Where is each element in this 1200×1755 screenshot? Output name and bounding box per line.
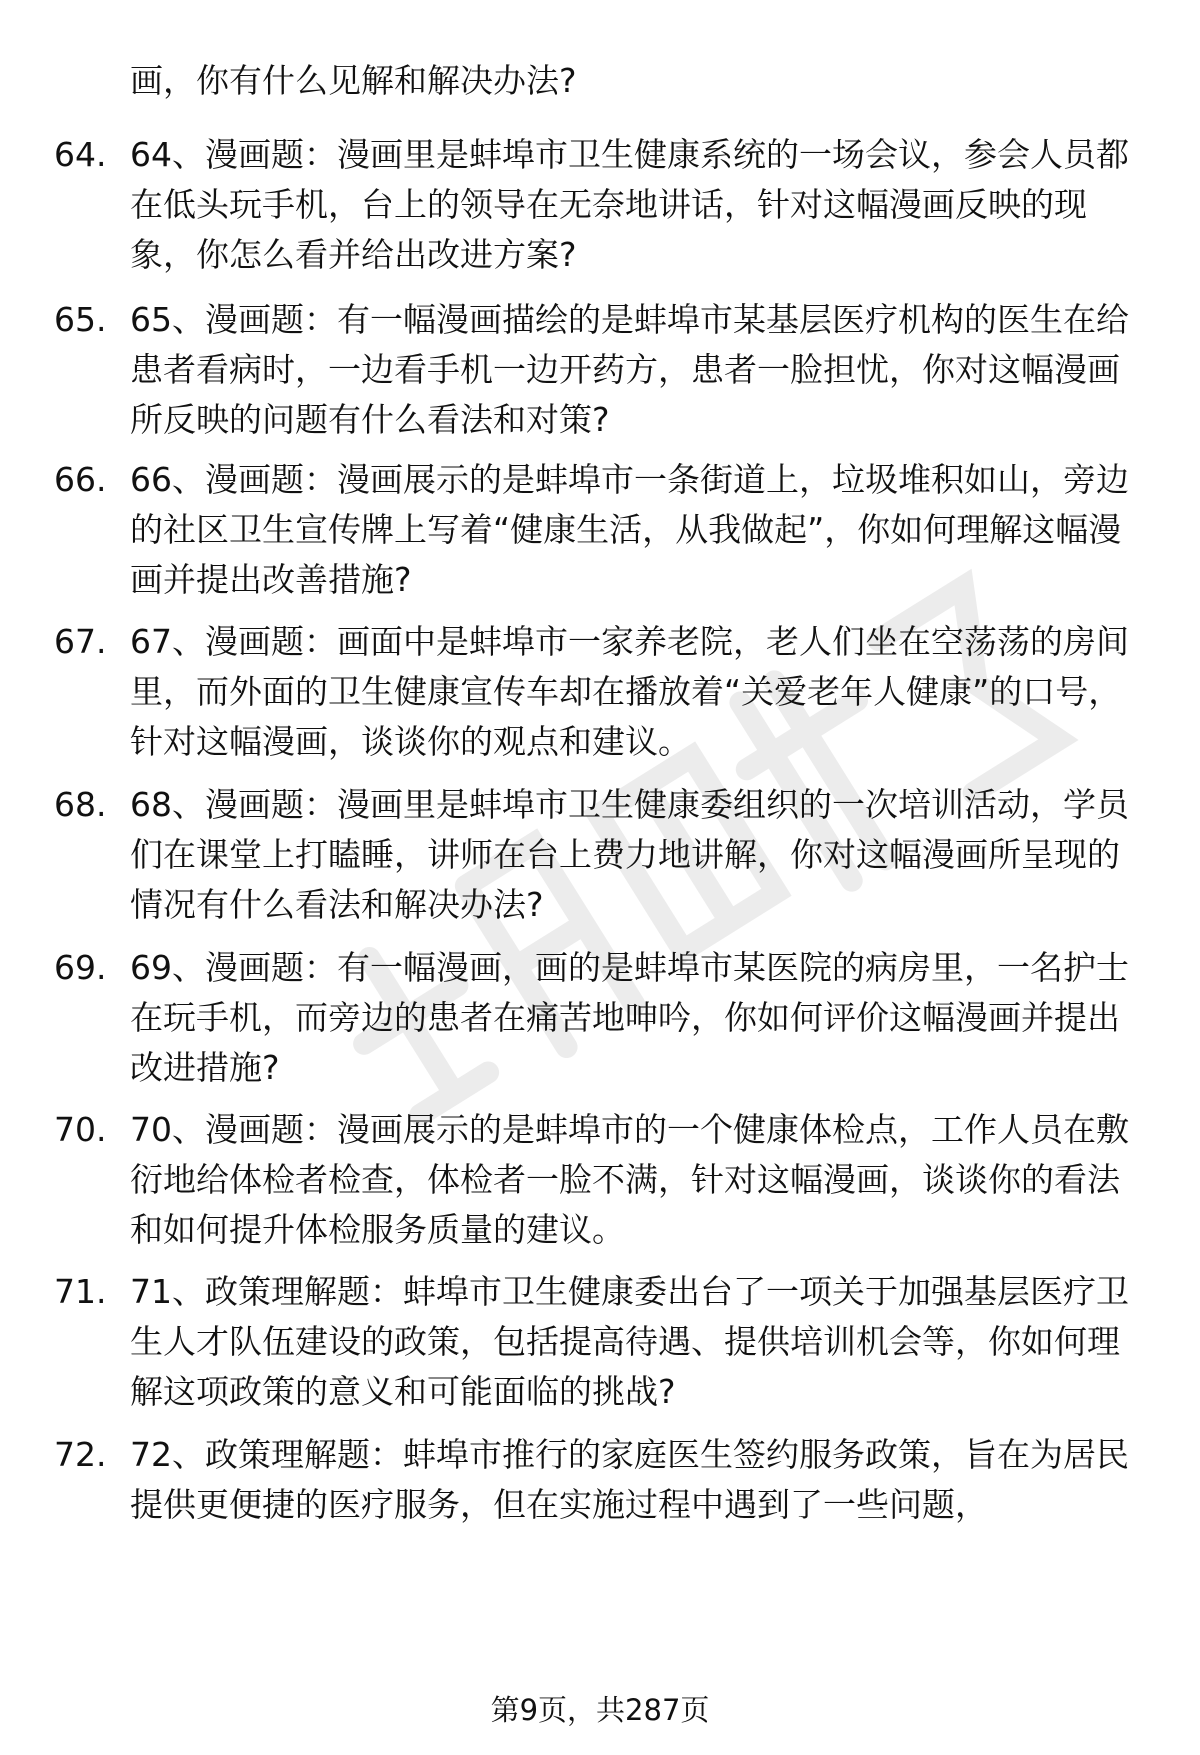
item-text: 71、政策理解题：蚌埠市卫生健康委出台了一项关于加强基层医疗卫生人才队伍建设的政策，包括提高待遇、提供培训机会等，你如何理解这项政策的意义和可能面临的挑战? [130,1272,1129,1411]
item-text: 66、漫画题：漫画展示的是蚌埠市一条街道上，垃圾堆积如山，旁边的社区卫生宣传牌上写着“健康生活，从我做起”，你如何理解这幅漫画并提出改善措施? [130,460,1129,599]
item-text: 68、漫画题：漫画里是蚌埠市卫生健康委组织的一次培训活动，学员们在课堂上打瞌睡，讲师在台上费力地讲解，你对这幅漫画所呈现的情况有什么看法和解决办法? [130,785,1129,924]
item-text: 69、漫画题：有一幅漫画，画的是蚌埠市某医院的病房里，一名护士在玩手机，而旁边的患者在痛苦地呻吟，你如何评价这幅漫画并提出改进措施? [130,948,1129,1087]
item-number: 72. [54,1435,107,1474]
continued-text: 画，你有什么见解和解决办法? [130,61,577,100]
item-text: 70、漫画题：漫画展示的是蚌埠市的一个健康体检点，工作人员在敷衍地给体检者检查，体检者一脸不满，针对这幅漫画，谈谈你的看法和如何提升体检服务质量的建议。 [130,1110,1129,1249]
item-text: 64、漫画题：漫画里是蚌埠市卫生健康系统的一场会议，参会人员都在低头玩手机，台上的领导在无奈地讲话，针对这幅漫画反映的现象，你怎么看并给出改进方案? [130,135,1129,274]
item-number: 64. [54,135,107,174]
item-number: 66. [54,460,107,499]
item-text: 65、漫画题：有一幅漫画描绘的是蚌埠市某基层医疗机构的医生在给患者看病时，一边看手机一边开药方，患者一脸担忧，你对这幅漫画所反映的问题有什么看法和对策? [130,300,1129,439]
item-number: 68. [54,785,107,824]
item-number: 70. [54,1110,107,1149]
item-text: 67、漫画题：画面中是蚌埠市一家养老院，老人们坐在空荡荡的房间里，而外面的卫生健康宣传车却在播放着“关爱老年人健康”的口号，针对这幅漫画，谈谈你的观点和建议。 [130,622,1129,761]
page-footer: 第9页，共287页 [490,1693,710,1727]
item-number: 65. [54,300,107,339]
item-text: 72、政策理解题：蚌埠市推行的家庭医生签约服务政策，旨在为居民提供更便捷的医疗服务，但在实施过程中遇到了一些问题， [130,1435,1129,1524]
item-number: 69. [54,948,107,987]
item-number: 71. [54,1272,107,1311]
item-number: 67. [54,622,107,661]
